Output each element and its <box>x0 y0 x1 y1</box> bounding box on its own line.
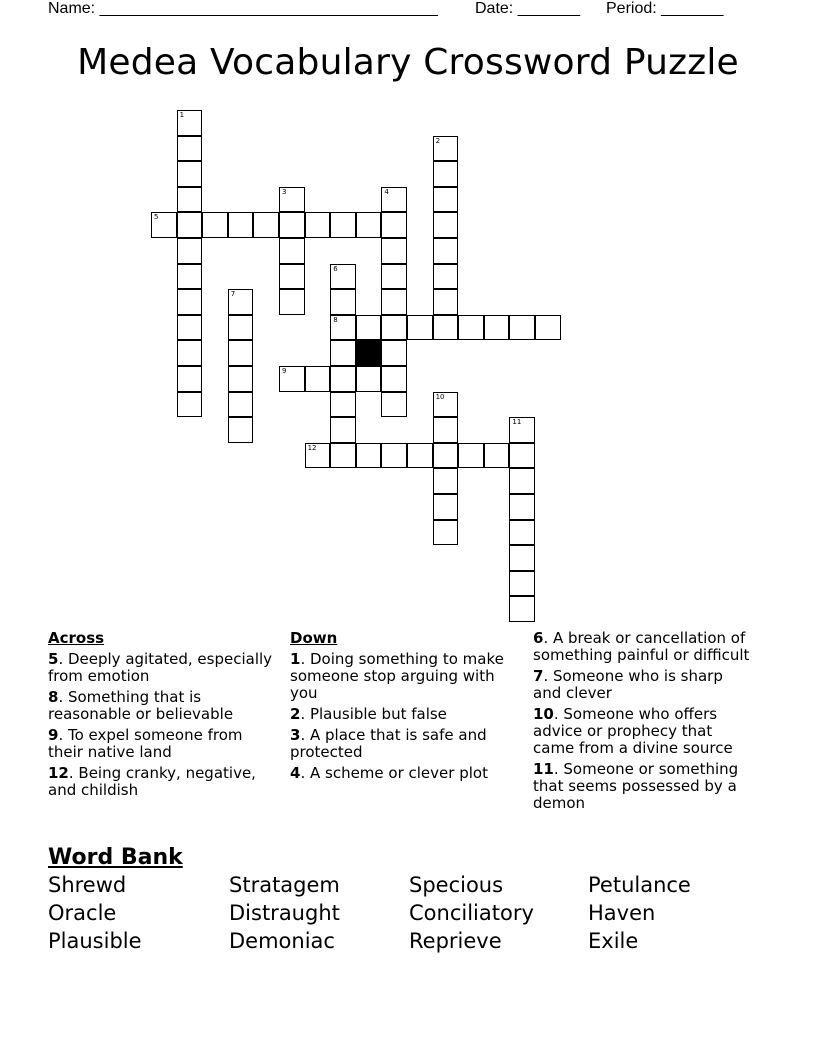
clue-number: 5 <box>48 650 59 668</box>
grid-cell[interactable] <box>433 494 459 520</box>
word-bank-word: Specious <box>409 873 504 897</box>
grid-cell[interactable] <box>509 596 535 622</box>
grid-cell[interactable] <box>381 443 407 469</box>
grid-cell[interactable] <box>305 366 331 392</box>
clue-number: 4 <box>290 764 301 782</box>
grid-cell[interactable] <box>228 366 254 392</box>
grid-cell[interactable] <box>228 289 254 315</box>
grid-cell[interactable] <box>228 417 254 443</box>
word-bank-word: Demoniac <box>229 929 335 953</box>
down-clue: 1. Doing something to make someone stop arguing with you <box>290 650 504 702</box>
grid-cell[interactable] <box>381 264 407 290</box>
down-clues <box>290 630 520 786</box>
period-field[interactable]: Period: _______ <box>606 0 724 17</box>
grid-cell[interactable] <box>177 392 203 418</box>
word-bank-title: Word Bank <box>48 845 183 870</box>
grid-cell[interactable] <box>433 392 459 418</box>
clue-number: 7 <box>533 667 544 685</box>
word-bank-word: Petulance <box>588 873 691 897</box>
clue-number: 2 <box>290 705 301 723</box>
grid-cell[interactable] <box>381 340 407 366</box>
word-bank-word: Shrewd <box>48 873 127 897</box>
clue-number: 1 <box>179 111 185 119</box>
grid-cell[interactable] <box>381 392 407 418</box>
down-clue: 6. A break or cancellation of something painful or difficult <box>533 629 750 664</box>
grid-cell[interactable] <box>458 315 484 341</box>
down-clue: 2. Plausible but false <box>290 705 447 723</box>
grid-cell[interactable] <box>433 187 459 213</box>
grid-cell[interactable] <box>177 136 203 162</box>
grid-cell[interactable] <box>433 468 459 494</box>
across-clue: 8. Something that is reasonable or believable <box>48 688 234 723</box>
clue-number: 3 <box>282 187 287 196</box>
clue-number: 10 <box>533 705 554 723</box>
clue-number: 6 <box>333 264 338 273</box>
grid-cell[interactable] <box>356 443 382 469</box>
grid-cell[interactable] <box>509 545 535 571</box>
grid-cell[interactable] <box>407 315 433 341</box>
clue-number: 11 <box>512 418 522 427</box>
grid-cell[interactable] <box>177 212 203 238</box>
grid-cell[interactable] <box>433 417 459 443</box>
grid-cell[interactable] <box>330 417 356 443</box>
grid-cell[interactable] <box>509 520 535 546</box>
grid-cell[interactable] <box>381 238 407 264</box>
word-bank-word: Distraught <box>229 901 340 925</box>
clue-number: 3 <box>290 726 301 744</box>
grid-cell[interactable] <box>509 494 535 520</box>
grid-cell[interactable] <box>381 315 407 341</box>
grid-cell[interactable] <box>279 264 305 290</box>
grid-cell[interactable] <box>484 443 510 469</box>
clue-number: 6 <box>533 629 544 647</box>
grid-cell[interactable] <box>407 443 433 469</box>
grid-cell[interactable] <box>253 212 279 238</box>
grid-cell[interactable] <box>509 417 535 443</box>
grid-cell[interactable] <box>330 315 356 341</box>
clue-number: 8 <box>48 688 59 706</box>
clue-number: 9 <box>48 726 59 744</box>
grid-cell[interactable] <box>330 212 356 238</box>
name-field[interactable]: Name: ______________________________________ <box>48 0 438 17</box>
clue-number: 11 <box>533 760 554 778</box>
clue-number: 5 <box>154 213 159 222</box>
grid-cell[interactable] <box>433 136 459 162</box>
grid-cell[interactable] <box>151 212 177 238</box>
grid-cell[interactable] <box>433 315 459 341</box>
grid-cell[interactable] <box>305 212 331 238</box>
grid-cell[interactable] <box>381 212 407 238</box>
grid-cell[interactable] <box>433 161 459 187</box>
blocked-cell <box>356 340 382 366</box>
word-bank-word: Exile <box>588 929 639 953</box>
grid-cell[interactable] <box>433 289 459 315</box>
date-field[interactable]: Date: _______ <box>475 0 580 17</box>
grid-cell[interactable] <box>228 340 254 366</box>
grid-cell[interactable] <box>330 289 356 315</box>
clue-number: 7 <box>230 290 236 299</box>
grid-cell[interactable] <box>279 187 305 213</box>
grid-cell[interactable] <box>177 187 203 213</box>
grid-cell[interactable] <box>433 212 459 238</box>
word-bank-word: Reprieve <box>409 929 502 953</box>
grid-cell[interactable] <box>228 392 254 418</box>
page-title: Medea Vocabulary Crossword Puzzle <box>77 42 739 83</box>
grid-cell[interactable] <box>330 340 356 366</box>
grid-cell[interactable] <box>279 238 305 264</box>
grid-cell[interactable] <box>177 366 203 392</box>
grid-cell[interactable] <box>228 315 254 341</box>
clue-number: 9 <box>282 367 287 375</box>
grid-cell[interactable] <box>305 443 331 469</box>
word-bank-word: Oracle <box>48 901 117 925</box>
grid-cell[interactable] <box>177 161 203 187</box>
grid-cell[interactable] <box>458 443 484 469</box>
grid-cell[interactable] <box>484 315 510 341</box>
grid-cell[interactable] <box>177 315 203 341</box>
grid-cell[interactable] <box>202 212 228 238</box>
grid-cell[interactable] <box>433 443 459 469</box>
grid-cell[interactable] <box>177 264 203 290</box>
down-clue: 4. A scheme or clever plot <box>290 764 488 782</box>
grid-cell[interactable] <box>177 340 203 366</box>
clue-number: 8 <box>333 315 338 324</box>
down-clue: 10. Someone who offers advice or prophecy that came from a divine source <box>533 705 733 757</box>
grid-cell[interactable] <box>433 520 459 546</box>
across-clue: 5. Deeply agitated, especially from emotion <box>48 650 273 685</box>
grid-cell[interactable] <box>279 366 305 392</box>
across-heading: Across <box>48 629 105 647</box>
grid-cell[interactable] <box>433 264 459 290</box>
word-bank-word: Conciliatory <box>409 901 534 925</box>
grid-cell[interactable] <box>356 315 382 341</box>
across-clue: 12. Being cranky, negative, and childish <box>48 764 256 799</box>
grid-cell[interactable] <box>279 289 305 315</box>
grid-cell[interactable] <box>356 212 382 238</box>
grid-cell[interactable] <box>509 571 535 597</box>
across-clues <box>48 630 273 803</box>
grid-cell[interactable] <box>381 289 407 315</box>
grid-cell[interactable] <box>433 238 459 264</box>
clue-number: 2 <box>435 136 441 145</box>
grid-cell[interactable] <box>177 110 203 136</box>
grid-cell[interactable] <box>279 212 305 238</box>
clue-number: 4 <box>384 187 389 196</box>
clue-number: 10 <box>435 392 445 401</box>
word-bank-word: Haven <box>588 901 656 925</box>
grid-cell[interactable] <box>330 366 356 392</box>
grid-cell[interactable] <box>356 366 382 392</box>
grid-cell[interactable] <box>509 468 535 494</box>
grid-cell[interactable] <box>330 264 356 290</box>
grid-cell[interactable] <box>381 366 407 392</box>
down-clue: 3. A place that is safe and protected <box>290 726 487 761</box>
grid-cell[interactable] <box>509 315 535 341</box>
clue-number: 12 <box>48 764 69 782</box>
word-bank-word: Stratagem <box>229 873 340 897</box>
grid-cell[interactable] <box>330 443 356 469</box>
grid-cell[interactable] <box>177 238 203 264</box>
grid-cell[interactable] <box>228 212 254 238</box>
across-clue: 9. To expel someone from their native land <box>48 726 243 761</box>
down-clues-continued <box>533 630 753 816</box>
grid-cell[interactable] <box>330 392 356 418</box>
grid-cell[interactable] <box>381 187 407 213</box>
clue-number: 12 <box>307 443 317 452</box>
word-bank-word: Plausible <box>48 929 142 953</box>
down-heading: Down <box>290 629 338 647</box>
clue-number: 1 <box>290 650 301 668</box>
grid-cell[interactable] <box>177 289 203 315</box>
grid-cell[interactable] <box>535 315 561 341</box>
grid-cell[interactable] <box>509 443 535 469</box>
down-clue: 7. Someone who is sharp and clever <box>533 667 723 702</box>
down-clue: 11. Someone or something that seems possessed by a demon <box>533 760 739 812</box>
